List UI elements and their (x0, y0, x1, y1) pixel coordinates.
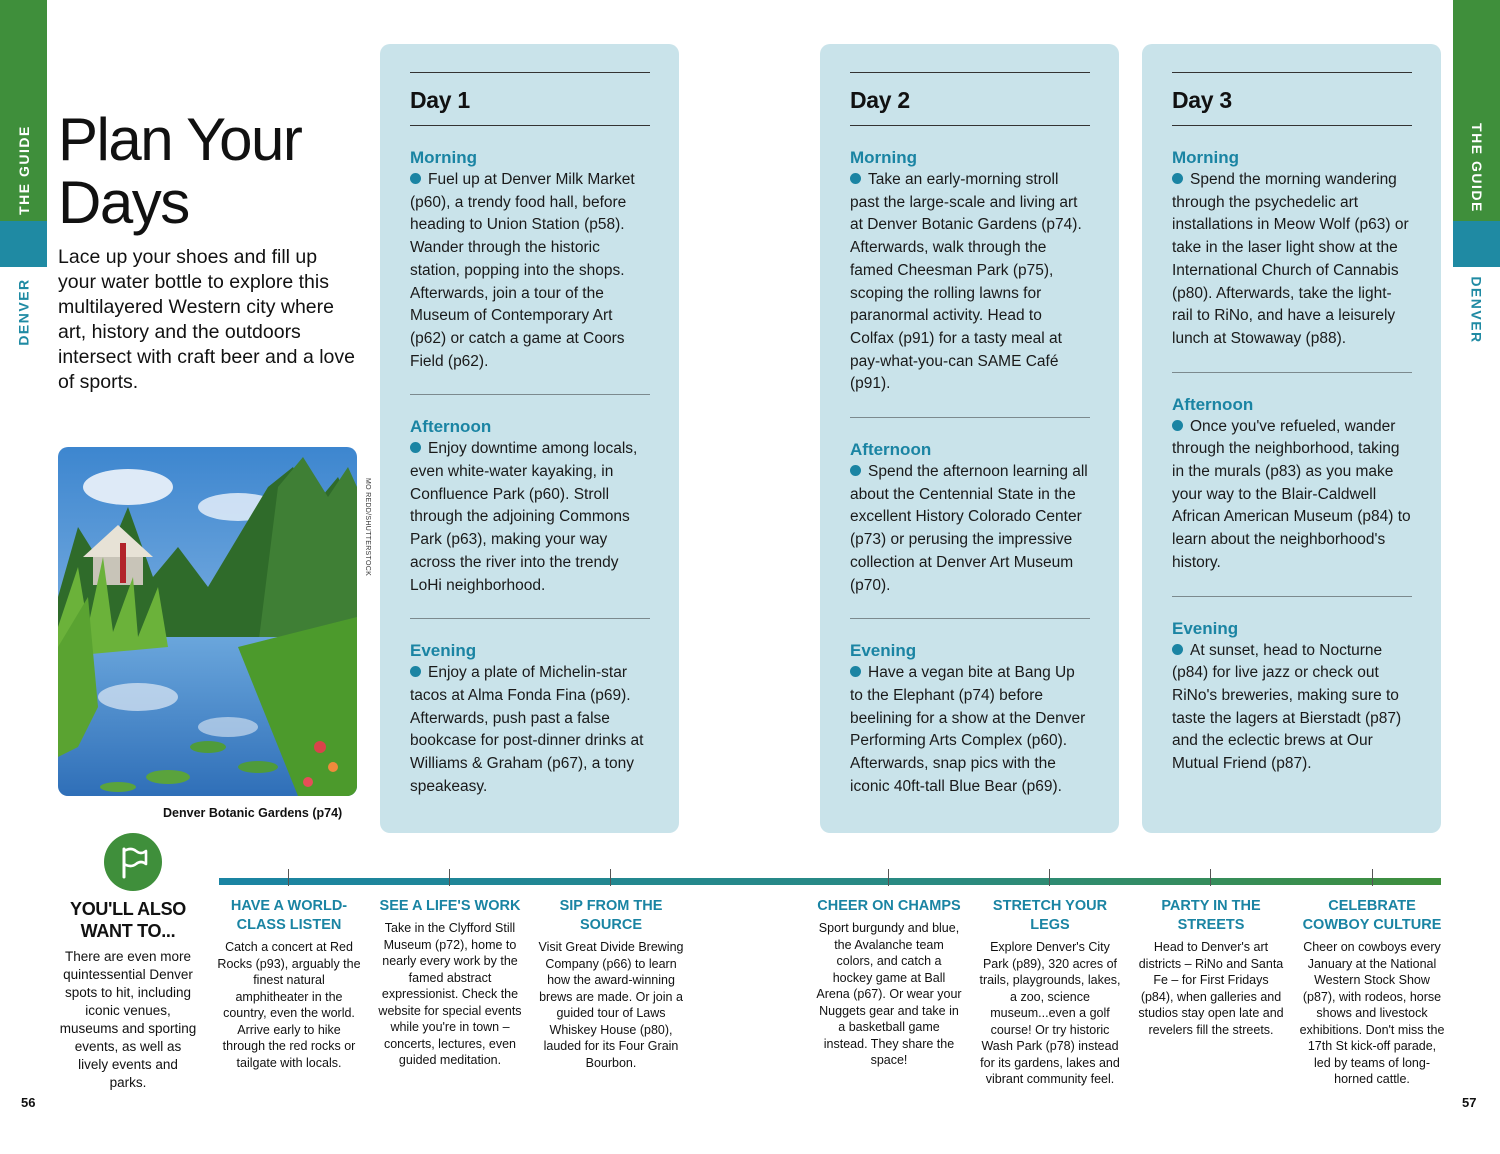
intro-paragraph: Lace up your shoes and fill up your water bottle to explore this multilayered Western city where art, history and the outdoors intersect with craft beer and a love of sports. (58, 246, 355, 393)
timeline-item-champs (816, 897, 962, 1069)
day3-morning (1172, 126, 1412, 372)
item-title: HAVE A WORLD-CLASS LISTEN (230, 898, 348, 933)
section-body: Spend the afternoon learning all about the Centennial State in the excellent History Colorado Center (p73) or perusing the impressive collection at Denver Art Museum (p70). (850, 463, 1088, 594)
item-title: SEE A LIFE'S WORK (379, 898, 521, 914)
section-label: Afternoon (850, 440, 932, 460)
item-title: CELEBRATE COWBOY CULTURE (1302, 898, 1442, 933)
day-rule-top (1172, 72, 1412, 73)
day-title: Day 1 (410, 87, 470, 113)
item-title: STRETCH YOUR LEGS (992, 898, 1108, 933)
section-body: Fuel up at Denver Milk Market (p60), a trendy food hall, before heading to Union Station (p58). Wander through the historic station, popping into the shops. Afterwards, join a tour of the Museum of Contemporary Art (p62) or catch a game at Coors Field (p62). (410, 171, 635, 370)
section-label: Morning (850, 148, 918, 167)
left-city-tab (0, 221, 47, 267)
timeline-tick (610, 869, 611, 886)
timeline-tick (1210, 869, 1211, 886)
day-rule-top (850, 72, 1090, 73)
item-title: SIP FROM THE SOURCE (559, 898, 663, 933)
bullet-dot-icon (410, 666, 421, 677)
day2-evening (850, 619, 1090, 819)
item-text: Catch a concert at Red Rocks (p93), arguably the finest natural amphitheater in the country, even the world. Arrive early to hike through the red rocks or tailgate with locals. (217, 940, 361, 1070)
left-city-label-wrap (0, 277, 47, 347)
section-body: Enjoy downtime among locals, even white-water kayaking, in Confluence Park (p60). Stroll through the adjoining Commons Park (p63), making your way across the river into the trendy LoHi neighborhood. (410, 440, 638, 594)
timeline-item-source (538, 897, 684, 1071)
page-title (58, 108, 301, 234)
day-rule-top (410, 72, 650, 73)
day-card-3 (1142, 44, 1441, 833)
bullet-dot-icon (410, 173, 421, 184)
item-text: Cheer on cowboys every January at the National Western Stock Show (p87), with rodeos, horse shows and livestock exhibitions. Don't miss the 17th St kick-off parade, led by teams of long-horned cattle. (1299, 940, 1445, 1086)
right-city-label-wrap (1453, 275, 1500, 345)
timeline-item-party (1138, 897, 1284, 1038)
section-body: Once you've refueled, wander through the neighborhood, taking in the murals (p83) as you make your way to the Blair-Caldwell African American Museum (p84) to learn about the neighborhood's history. (1172, 417, 1411, 571)
flag-glyph (104, 833, 162, 891)
section-body: Have a vegan bite at Bang Up to the Elephant (p74) before beelining for a show at the Denver Performing Arts Complex (p60). Afterwards, snap pics with the iconic 40ft-tall Blue Bear (p69). (850, 664, 1086, 795)
page-number-right: 57 (1462, 1095, 1477, 1110)
right-guide-label: THE GUIDE (1468, 123, 1485, 213)
section-body: At sunset, head to Nocturne (p84) for live jazz or check out RiNo's breweries, making sure to taste the lagers at Bierstadt (p87) and the eclectic brews at Our Mutual Friend (p87). (1172, 641, 1402, 773)
bullet-dot-icon (1172, 173, 1183, 184)
section-label: Afternoon (410, 417, 492, 437)
item-text: Take in the Clyfford Still Museum (p72), home to nearly every work by the famed abstract expressionist. Check the website for special events while you're in town – concerts, lectures, even guided meditation. (378, 921, 522, 1067)
section-label: Morning (410, 148, 478, 167)
right-city-label: DENVER (1468, 276, 1485, 344)
section-text (410, 169, 650, 373)
item-text: Explore Denver's City Park (p89), 320 acres of trails, playgrounds, lakes, a zoo, science museum...even a golf course! Or try historic Wash Park (p78) instead for its gardens, lakes and vibrant community feel. (979, 940, 1121, 1086)
day-card-2 (820, 44, 1119, 833)
photo-credit-wrap (362, 478, 374, 578)
section-label: Afternoon (1172, 394, 1254, 414)
photo-illustration (58, 447, 357, 796)
section-label: Evening (850, 641, 917, 661)
item-title: PARTY IN THE STREETS (1161, 898, 1261, 933)
bullet-dot-icon (410, 442, 421, 453)
page-title-line2: Days (58, 169, 189, 236)
timeline-tick (888, 869, 889, 886)
timeline-tick (449, 869, 450, 886)
day-title: Day 2 (850, 87, 910, 113)
section-body: Take an early-morning stroll past the large-scale and living art at Denver Botanic Gardens (p74). Afterwards, walk through the famed Cheesman Park (p75), scoping the rolling lawns for paranormal activity. Head to Colfax (p91) for a tasty meal at pay-what-you-can SAME Café (p91). (850, 171, 1082, 393)
day1-evening (410, 619, 650, 819)
section-body: Enjoy a plate of Michelin-star tacos at Alma Fonda Fina (p69). Afterwards, push past a false bookcase for post-dinner drinks at Williams & Graham (p67), a tony speakeasy. (410, 664, 644, 795)
section-text (1172, 640, 1412, 776)
timeline-tick (288, 869, 289, 886)
bullet-dot-icon (850, 173, 861, 184)
item-text: Sport burgundy and blue, the Avalanche team colors, and catch a hockey game at Ball Arena (p67). Or wear your Nuggets gear and take in a basketball game instead. They share the space! (816, 921, 962, 1067)
bullet-dot-icon (850, 465, 861, 476)
flag-icon (104, 833, 162, 891)
item-title: CHEER ON CHAMPS (817, 898, 961, 914)
timeline-item-life-work (377, 897, 523, 1069)
right-guide-label-wrap (1453, 123, 1500, 213)
right-city-tab (1453, 221, 1500, 267)
left-guide-label: THE GUIDE (15, 125, 32, 215)
day-title: Day 3 (1172, 87, 1232, 113)
item-text: Visit Great Divide Brewing Company (p66) to learn how the award-winning brews are made. Or join a guided tour of Laws Whiskey House (p80), lauded for its Four Grain Bourbon. (538, 940, 684, 1070)
timeline-tick (1372, 869, 1373, 886)
section-label: Evening (410, 641, 477, 661)
left-guide-label-wrap (0, 125, 47, 215)
section-text (850, 169, 1090, 396)
section-label: Morning (1172, 148, 1240, 167)
day1-afternoon (410, 395, 650, 618)
day2-afternoon (850, 418, 1090, 618)
section-body: Spend the morning wandering through the psychedelic art installations in Meow Wolf (p63) or take in the laser light show at the International Church of Cannabis (p80). Afterwards, take the light-rail to RiNo, and have a leisurely lunch at Stowaway (p88). (1172, 171, 1409, 347)
section-text (1172, 416, 1412, 575)
photo-credit: MO REDD/SHUTTERSTOCK (364, 478, 371, 577)
day1-morning (410, 126, 650, 394)
page-number-left: 56 (21, 1095, 36, 1110)
bullet-dot-icon (1172, 644, 1183, 655)
timeline-item-listen (216, 897, 362, 1071)
botanic-gardens-photo (58, 447, 357, 796)
item-text: Head to Denver's art districts – RiNo and Santa Fe – for First Fridays (p84), when galleries and studios stay open late and revelers fill the streets. (1138, 940, 1284, 1037)
timeline-item-legs (977, 897, 1123, 1088)
section-text (410, 662, 650, 798)
bullet-dot-icon (1172, 420, 1183, 431)
photo-caption: Denver Botanic Gardens (p74) (163, 806, 343, 820)
also-title: YOU'LL ALSO WANT TO... (70, 899, 186, 941)
bullet-dot-icon (850, 666, 861, 677)
timeline-item-cowboy (1299, 897, 1445, 1088)
day3-afternoon (1172, 373, 1412, 596)
section-text (850, 461, 1090, 597)
day2-morning (850, 126, 1090, 417)
section-text (410, 438, 650, 597)
timeline-bar (219, 878, 1441, 885)
also-text: There are even more quintessential Denver spots to hit, including iconic venues, museums and sporting events, as well as lively events and parks. (59, 949, 197, 1090)
left-city-label: DENVER (15, 278, 32, 346)
timeline-tick (1049, 869, 1050, 886)
page-title-line1: Plan Your (58, 106, 302, 173)
day-card-1 (380, 44, 679, 833)
section-text (850, 662, 1090, 798)
section-text (1172, 169, 1412, 351)
section-label: Evening (1172, 618, 1239, 638)
day3-evening (1172, 597, 1412, 797)
